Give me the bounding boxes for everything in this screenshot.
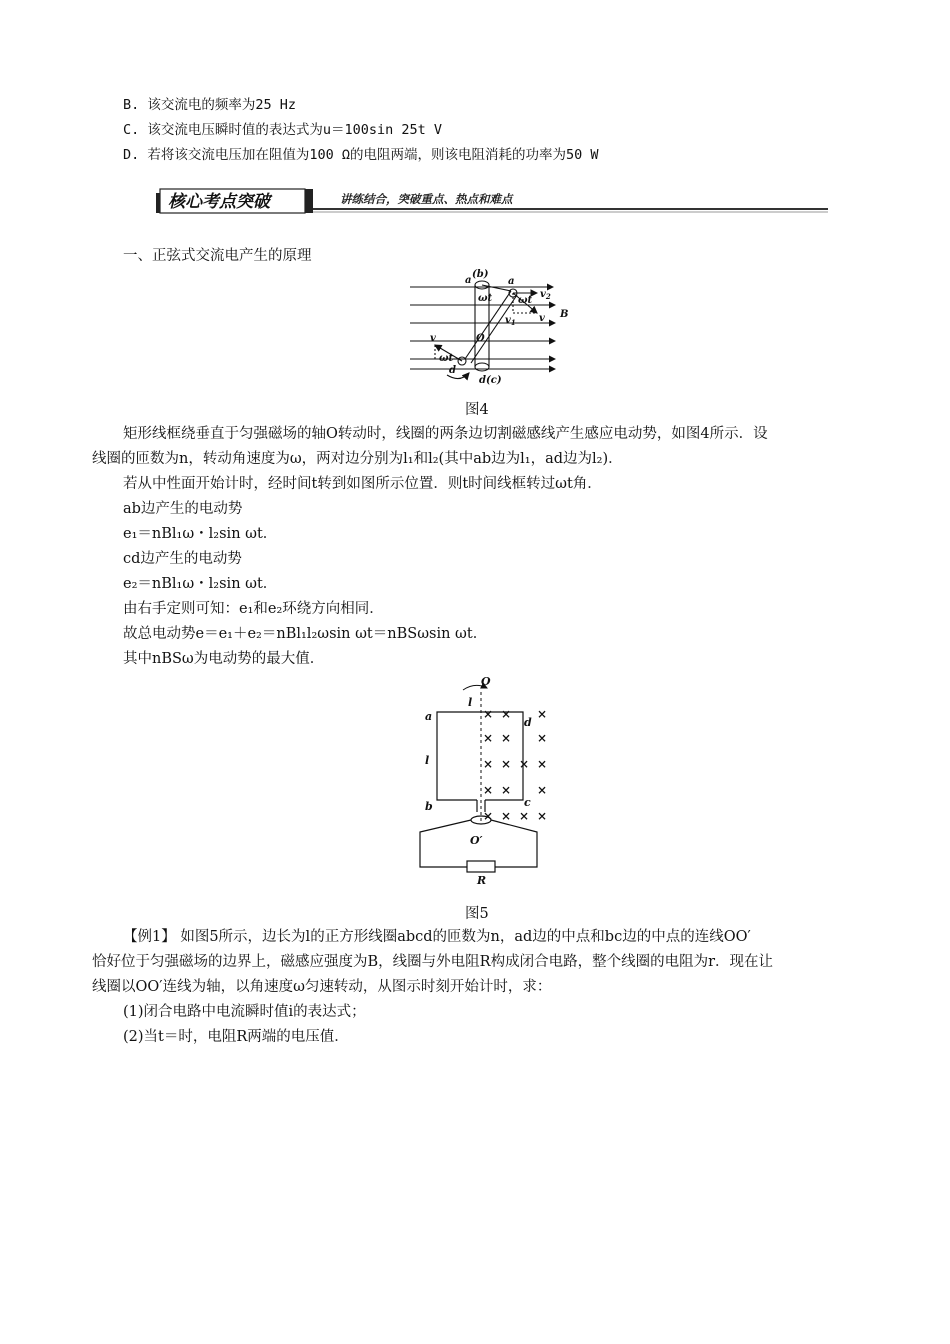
formula-e1: e₁＝nBl₁ω・l₂sin ωt．	[123, 526, 278, 542]
fig4-label-B: B	[560, 309, 569, 320]
fig4-label-omega-t2: ωt	[518, 295, 533, 306]
field-cross: ×	[483, 707, 494, 721]
fig4-label-omega-t3: ωt	[439, 353, 454, 364]
fig4-label-v2: $v_2$	[540, 289, 551, 301]
fig4-label-a2: a	[508, 276, 515, 287]
paragraph-line: 其中nBSω为电动势的最大值．	[123, 651, 325, 667]
section-banner	[150, 186, 830, 216]
example-line: 恰好位于匀强磁场的边界上，磁感应强度为B，线圈与外电阻R构成闭合电路，整个线圈的电阻为r．现在让	[92, 954, 774, 970]
fig5-label-O-prime: O′	[470, 834, 483, 847]
field-cross: ×	[483, 809, 494, 823]
field-cross: ×	[501, 707, 512, 721]
paragraph-line: ab边产生的电动势	[123, 501, 243, 517]
option-b: B. 该交流电的频率为25 Hz	[123, 97, 297, 113]
fig4-label-O: O	[476, 333, 485, 344]
fig5-label-l-top: l	[468, 696, 473, 709]
banner-title: 核心考点突破	[168, 192, 270, 212]
figure-4	[405, 265, 575, 390]
paragraph-line: 线圈的匝数为n，转动角速度为ω，两对边分别为l₁和l₂(其中ab边为l₁，ad边为l₂)．	[92, 451, 623, 467]
field-cross: ×	[501, 731, 512, 745]
banner-subtitle: 讲练结合，突破重点、热点和难点	[340, 192, 513, 206]
example-line: 【例1】 如图5所示，边长为l的正方形线圈abcd的匝数为n，ad边的中点和bc边的中点的连线OO′	[123, 929, 751, 945]
field-cross: ×	[537, 757, 548, 771]
field-cross: ×	[483, 757, 494, 771]
option-d: D. 若将该交流电压加在阻值为100 Ω的电阻两端，则该电阻消耗的功率为50 W	[123, 147, 599, 163]
fig5-label-d: d	[524, 716, 532, 729]
field-cross: ×	[501, 809, 512, 823]
field-cross: ×	[501, 783, 512, 797]
fig4-label-dc: d(c)	[479, 375, 502, 386]
fig4-label-v: v	[539, 313, 545, 324]
field-cross: ×	[501, 757, 512, 771]
paragraph-line: 矩形线框绕垂直于匀强磁场的轴O转动时，线圈的两条边切割磁感线产生感应电动势，如图4所示．设	[123, 426, 768, 442]
field-cross: ×	[483, 783, 494, 797]
fig5-label-a: a	[425, 710, 433, 723]
figure-5	[415, 672, 550, 887]
example-question-1: (1)闭合电路中电流瞬时值i的表达式；	[123, 1004, 366, 1020]
section-heading: 一、正弦式交流电产生的原理	[123, 248, 312, 264]
fig4-label-b: (b)	[472, 269, 489, 280]
fig5-label-l-left: l	[425, 754, 430, 767]
field-cross: ×	[537, 783, 548, 797]
figure-5-caption: 图5	[465, 906, 489, 922]
field-cross: ×	[519, 809, 530, 823]
field-cross: ×	[519, 757, 530, 771]
fig4-label-v1: $v_1$	[505, 315, 516, 327]
fig4-label-v-left: v	[430, 333, 436, 344]
fig5-label-b: b	[425, 800, 433, 813]
formula-total: 故总电动势e＝e₁＋e₂＝nBl₁l₂ωsin ωt＝nBSωsin ωt．	[123, 626, 488, 642]
magnetic-field-crosses	[483, 707, 547, 823]
field-cross: ×	[537, 809, 548, 823]
paragraph-line: cd边产生的电动势	[123, 551, 242, 567]
option-c: C. 该交流电压瞬时值的表达式为u＝100sin 25t V	[123, 122, 443, 138]
field-cross: ×	[537, 707, 548, 721]
fig4-label-d: d	[449, 365, 456, 376]
fig4-label-a: a	[465, 275, 472, 286]
field-cross: ×	[483, 731, 494, 745]
example-line: 线圈以OO′连线为轴，以角速度ω匀速转动，从图示时刻开始计时，求：	[92, 979, 552, 995]
example-question-2: (2)当t＝时，电阻R两端的电压值．	[123, 1029, 349, 1045]
banner-graphic	[150, 186, 830, 216]
square-coil	[420, 712, 537, 872]
field-cross: ×	[537, 731, 548, 745]
fig5-label-R: R	[477, 874, 487, 887]
formula-e2: e₂＝nBl₁ω・l₂sin ωt．	[123, 576, 278, 592]
paragraph-line: 若从中性面开始计时，经时间t转到如图所示位置．则t时间线框转过ωt角．	[123, 476, 602, 492]
fig4-label-omega-t: ωt	[478, 293, 493, 304]
fig5-label-c: c	[524, 796, 531, 809]
figure-4-caption: 图4	[465, 402, 489, 418]
fig5-label-O: O	[481, 675, 491, 688]
paragraph-line: 由右手定则可知：e₁和e₂环绕方向相同．	[123, 601, 384, 617]
